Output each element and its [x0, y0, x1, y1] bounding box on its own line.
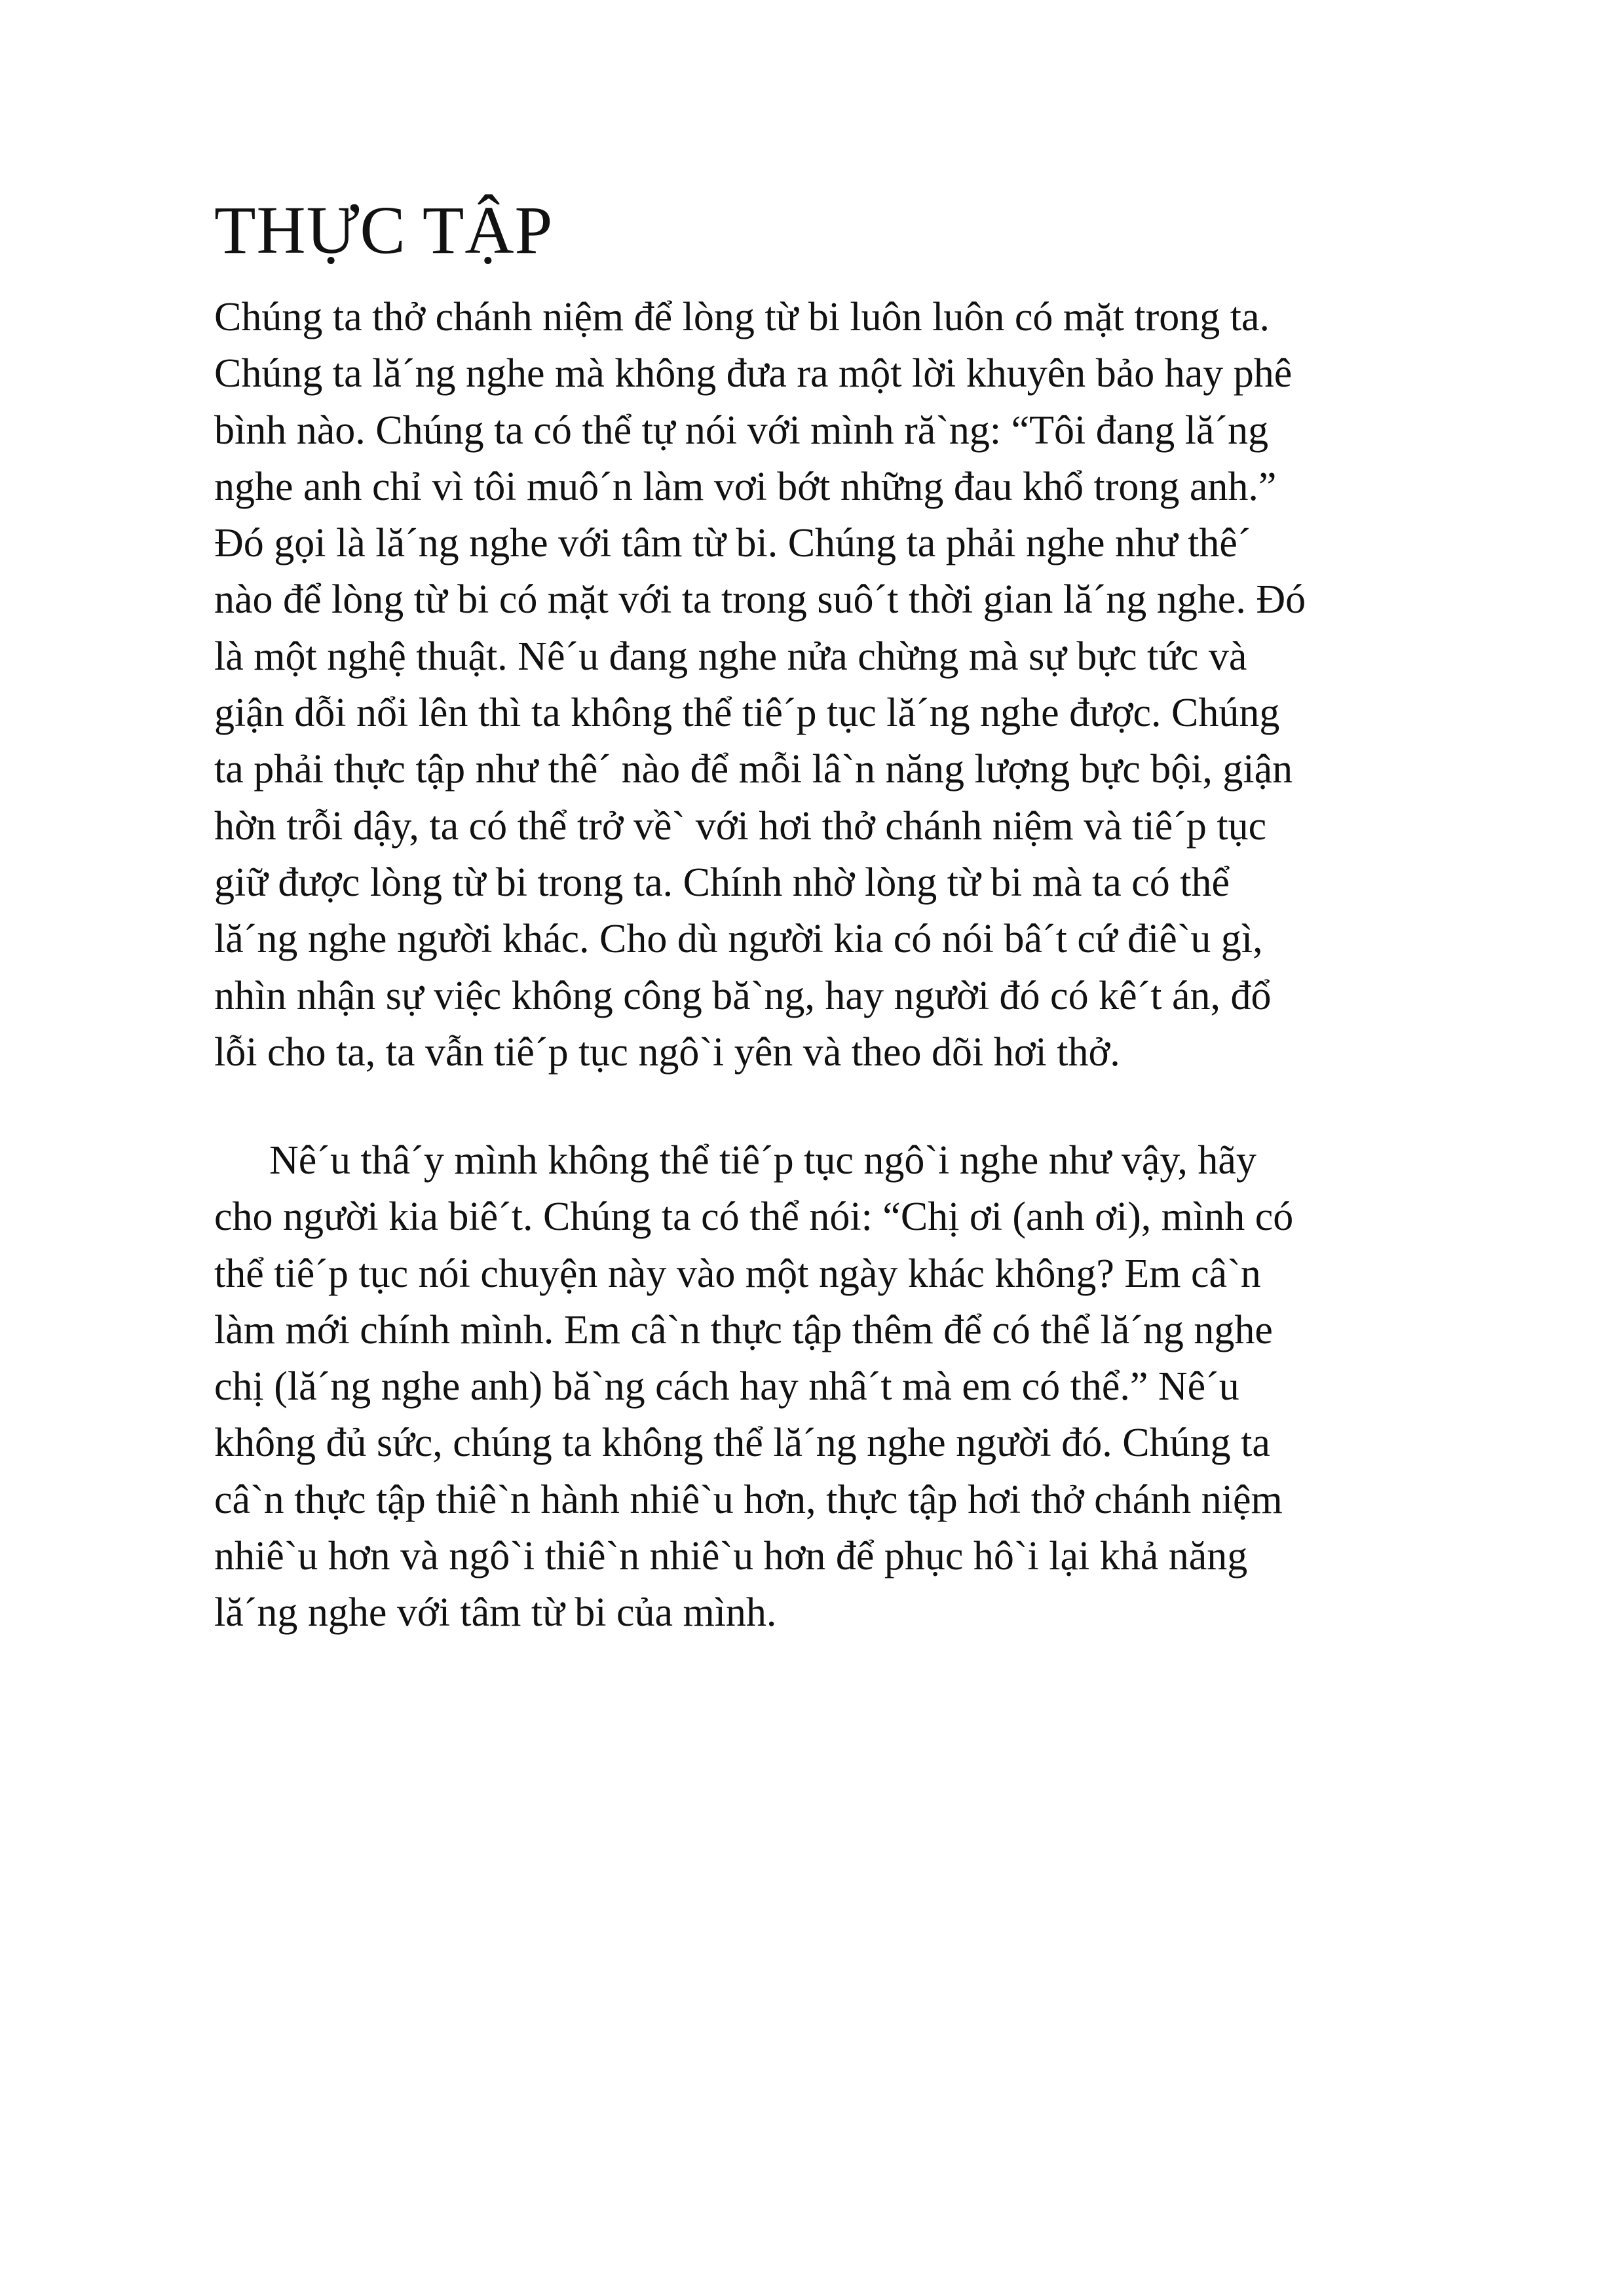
- text-line: cho người kia biê´t. Chúng ta có thể nói: “Chị ơi (anh ơi), mình có: [214, 1195, 1294, 1240]
- text-line: hờn trỗi dậy, ta có thể trở về` với hơi thở chánh niệm và tiê´p tục: [214, 803, 1267, 849]
- text-line: thể tiê´p tục nói chuyện này vào một ngày khác không? Em câ`n: [214, 1251, 1261, 1296]
- text-line: giữ được lòng từ bi trong ta. Chính nhờ lòng từ bi mà ta có thể: [214, 860, 1230, 905]
- paragraph-2: [214, 1132, 1459, 1641]
- text-line: ta phải thực tập như thê´ nào để mỗi lâ`n năng lượng bực bội, giận: [214, 747, 1293, 792]
- text-line: nhìn nhận sự việc không công bă`ng, hay người đó có kê´t án, đổ: [214, 973, 1272, 1018]
- text-line: Nê´u thâ´y mình không thể tiê´p tục ngô`i nghe như vậy, hãy: [269, 1138, 1256, 1183]
- text-line: lă´ng nghe với tâm từ bi của mình.: [214, 1590, 777, 1636]
- text-line: lă´ng nghe người khác. Cho dù người kia có nói bâ´t cứ điê`u gì,: [214, 917, 1263, 962]
- text-line: giận dỗi nổi lên thì ta không thể tiê´p tục lă´ng nghe được. Chúng: [214, 691, 1280, 736]
- text-line: nào để lòng từ bi có mặt với ta trong suô´t thời gian lă´ng nghe. Đó: [214, 577, 1306, 622]
- text-line: là một nghệ thuật. Nê´u đang nghe nửa chừng mà sự bực tức và: [214, 634, 1247, 679]
- text-line: bình nào. Chúng ta có thể tự nói với mình ră`ng: “Tôi đang lă´ng: [214, 408, 1269, 453]
- text-line: nghe anh chỉ vì tôi muô´n làm vơi bớt những đau khổ trong anh.”: [214, 464, 1277, 509]
- text-line: chị (lă´ng nghe anh) bă`ng cách hay nhâ´t mà em có thể.” Nê´u: [214, 1364, 1239, 1409]
- text-line: Chúng ta thở chánh niệm để lòng từ bi luôn luôn có mặt trong ta.: [214, 295, 1270, 339]
- text-line: Chúng ta lă´ng nghe mà không đưa ra một lời khuyên bảo hay phê: [214, 351, 1293, 396]
- text-line: không đủ sức, chúng ta không thể lă´ng nghe người đó. Chúng ta: [214, 1421, 1270, 1466]
- text-line: lỗi cho ta, ta vẫn tiê´p tục ngô`i yên và theo dõi hơi thở.: [214, 1029, 1120, 1075]
- text-line: nhiê`u hơn và ngô`i thiê`n nhiê`u hơn để phục hô`i lại khả năng: [214, 1534, 1248, 1579]
- text-line: làm mới chính mình. Em câ`n thực tập thêm để có thể lă´ng nghe: [214, 1307, 1273, 1352]
- text-line: Đó gọi là lă´ng nghe với tâm từ bi. Chúng ta phải nghe như thê´: [214, 521, 1251, 566]
- text-line: câ`n thực tập thiê`n hành nhiê`u hơn, thực tập hơi thở chánh niệm: [214, 1477, 1283, 1522]
- paragraph-1: [214, 289, 1459, 1081]
- page-title: THỰC TẬP: [214, 193, 554, 268]
